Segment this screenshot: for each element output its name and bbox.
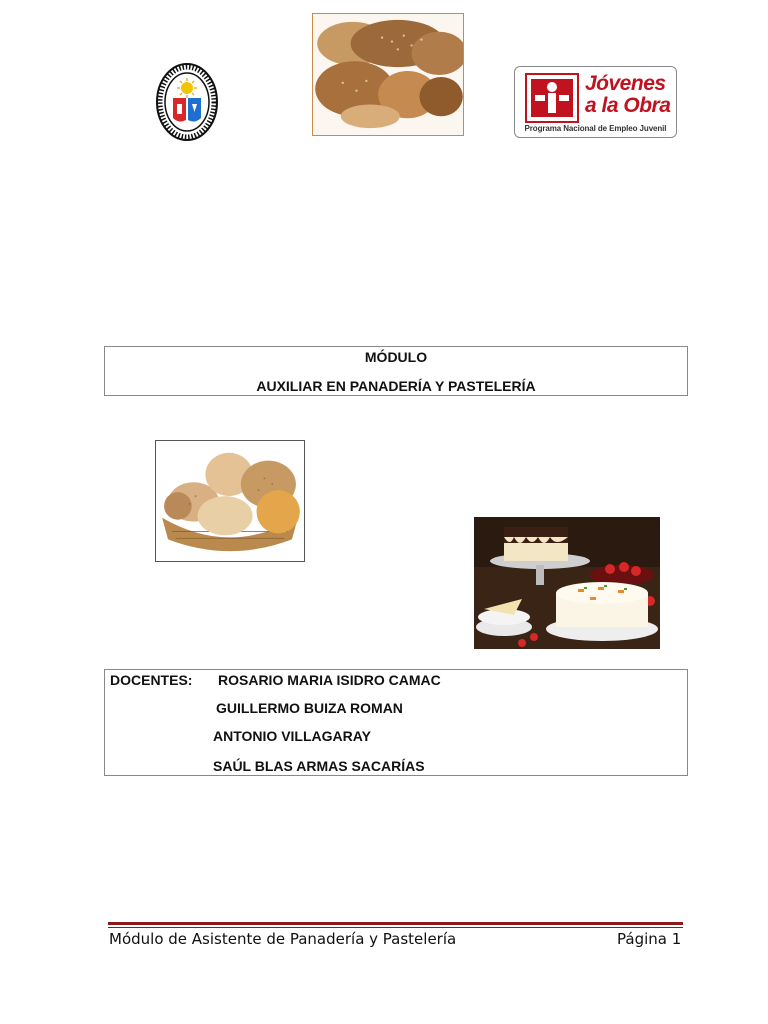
bread-basket-photo bbox=[155, 440, 305, 562]
jovenes-a-la-obra-logo bbox=[514, 66, 677, 138]
cakes-photo bbox=[474, 517, 660, 649]
teachers-box bbox=[104, 669, 688, 776]
logo-brand-line1: Jóvenes bbox=[585, 72, 666, 95]
module-title-line1: MÓDULO bbox=[364, 349, 428, 365]
university-seal-logo bbox=[155, 62, 219, 142]
logo-tagline: Programa Nacional de Empleo Juvenil bbox=[524, 124, 667, 133]
module-title-box bbox=[104, 346, 688, 396]
footer-rule-thin bbox=[108, 927, 683, 928]
logo-brand-line2: a la Obra bbox=[585, 94, 671, 117]
program-emblem-icon bbox=[525, 73, 579, 123]
footer-page-number: Página 1 bbox=[617, 930, 682, 948]
teacher-name: ROSARIO MARIA ISIDRO CAMAC bbox=[218, 672, 441, 688]
teachers-label: DOCENTES: bbox=[110, 672, 193, 688]
module-title-line2: AUXILIAR EN PANADERÍA Y PASTELERÍA bbox=[256, 378, 536, 394]
cakes-image bbox=[474, 517, 660, 649]
teacher-name: ANTONIO VILLAGARAY bbox=[213, 728, 371, 744]
footer-rule-thick bbox=[108, 922, 683, 925]
footer-module-name: Módulo de Asistente de Panadería y Pastelería bbox=[109, 930, 457, 948]
teacher-name: GUILLERMO BUIZA ROMAN bbox=[216, 700, 403, 716]
bread-loaves-photo bbox=[312, 13, 464, 136]
teacher-name: SAÚL BLAS ARMAS SACARÍAS bbox=[213, 758, 425, 774]
seal-icon bbox=[155, 62, 219, 142]
bread-loaves-image bbox=[313, 14, 463, 135]
bread-basket-image bbox=[156, 441, 304, 561]
